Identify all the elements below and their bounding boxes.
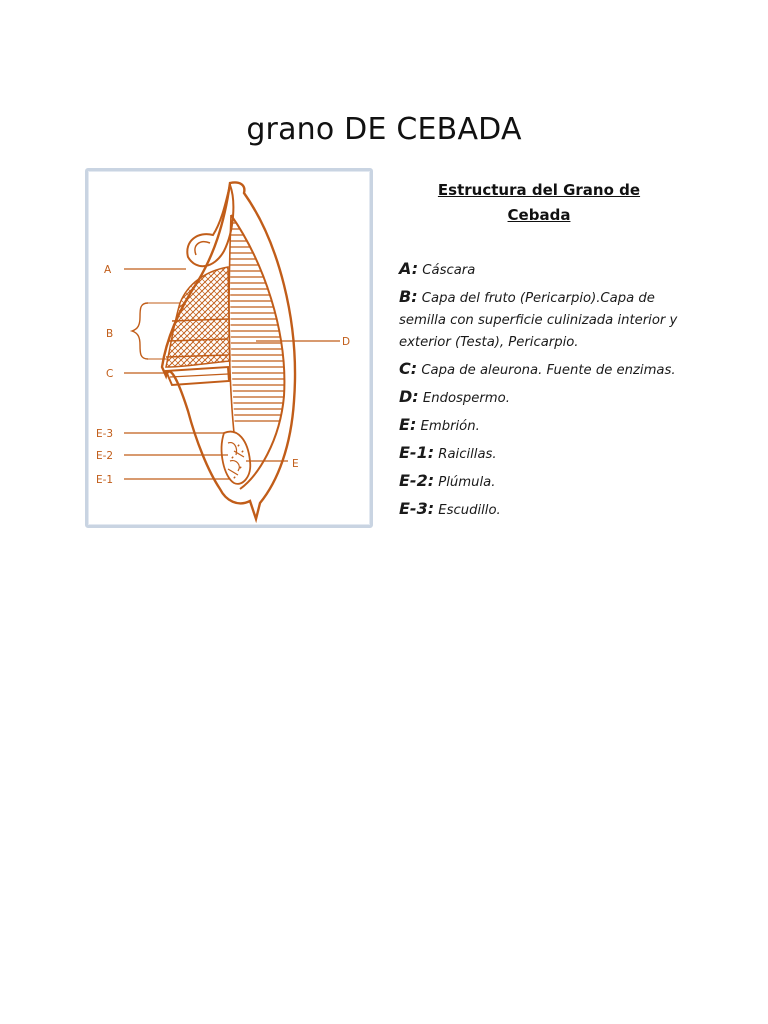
label-e2: E-2 [96, 450, 114, 462]
legend-item [399, 470, 679, 494]
barley-grain-diagram [85, 168, 373, 528]
label-a: A [104, 264, 112, 276]
legend-key: E-3 [399, 499, 428, 518]
legend-item [399, 442, 679, 466]
label-e3: E-3 [96, 428, 114, 440]
legend-item [399, 258, 679, 282]
label-d: D [342, 336, 351, 348]
legend-description: Cáscara [418, 263, 476, 278]
embryo-detail [228, 443, 244, 475]
label-c: C [106, 368, 114, 380]
embryo [222, 432, 251, 484]
legend-description: Escudillo. [434, 503, 501, 518]
legend-separator: : [411, 287, 418, 306]
legend-separator: : [427, 443, 435, 462]
legend-heading: Estructura del Grano de Cebada [437, 181, 641, 224]
legend-item [399, 498, 679, 522]
legend-key: E-2 [399, 471, 428, 490]
legend-separator: : [410, 359, 418, 378]
legend-key: E [399, 415, 410, 434]
legend-description: Capa de aleurona. Fuente de enzimas. [417, 363, 676, 378]
legend-description: Raicillas. [434, 447, 497, 462]
label-b: B [106, 328, 114, 340]
legend-key: D [399, 387, 413, 406]
legend-description: Embrión. [416, 419, 480, 434]
legend-separator: : [411, 259, 419, 278]
legend-item [399, 414, 679, 438]
legend-item [399, 286, 679, 354]
label-e1: E-1 [96, 474, 114, 486]
legend-separator: : [427, 499, 435, 518]
legend-key: C [399, 359, 411, 378]
legend-key: A [399, 259, 412, 278]
seed-coat-layers [166, 267, 230, 367]
barley-grain-illustration [88, 171, 370, 525]
page-title: grano DE CEBADA [246, 112, 522, 147]
legend-panel [399, 178, 679, 526]
legend-description: Capa del fruto (Pericarpio).Capa de semilla con superficie culinizada interior y exterior (Testa), Pericarpio. [399, 291, 678, 350]
legend-key: E-1 [399, 443, 428, 462]
legend-separator: : [427, 471, 435, 490]
legend-key: B [399, 287, 412, 306]
legend-description: Endospermo. [418, 391, 510, 406]
legend-list [399, 258, 679, 522]
label-e: E [292, 458, 299, 470]
brace-b [132, 303, 148, 359]
legend-item [399, 386, 679, 410]
aleurone-inner [170, 374, 228, 377]
legend-separator: : [412, 387, 419, 406]
legend-description: Plúmula. [434, 475, 496, 490]
legend-item [399, 358, 679, 382]
husk-curl-inner [195, 242, 210, 255]
legend-separator: : [409, 415, 417, 434]
